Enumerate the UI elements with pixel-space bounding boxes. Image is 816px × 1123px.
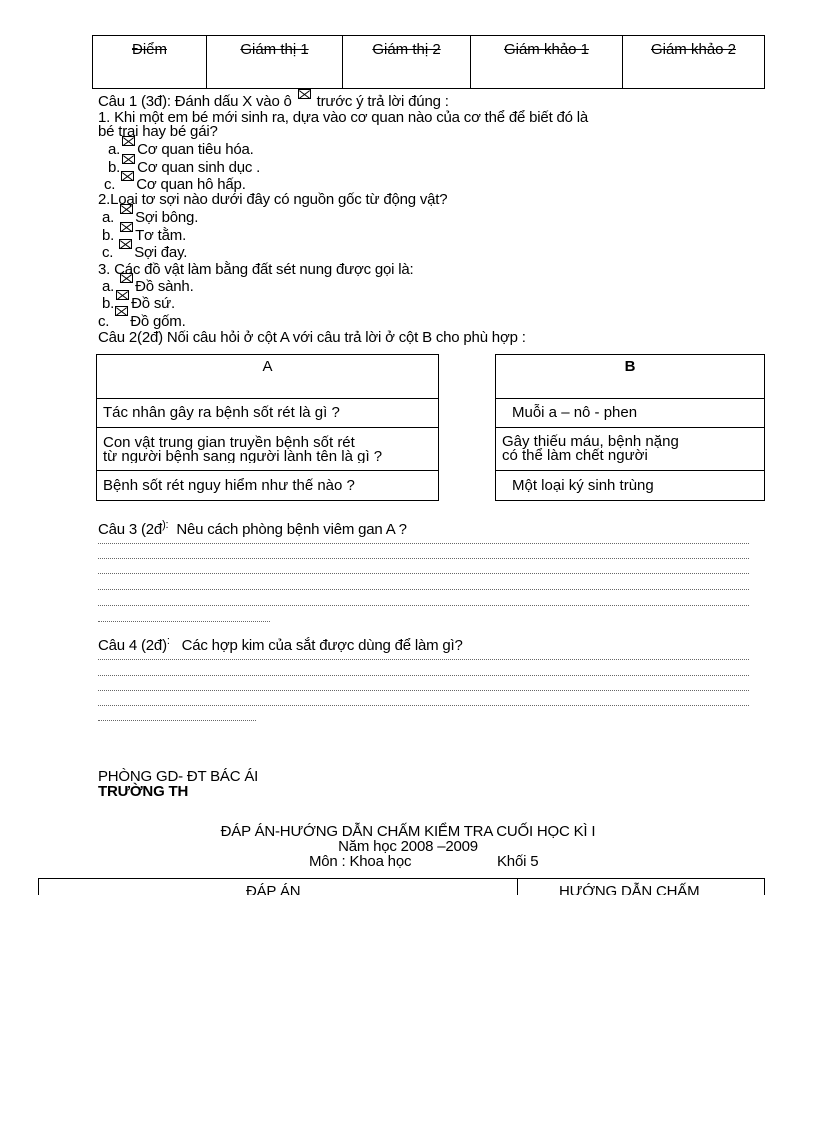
option-letter: a. — [102, 278, 115, 295]
answer-line[interactable] — [98, 589, 749, 590]
answer-line[interactable] — [98, 690, 749, 691]
q1-s2-option-a — [102, 210, 198, 225]
answer-line[interactable] — [98, 621, 270, 622]
column-b-table — [495, 354, 765, 501]
option-text: Tơ tằm. — [135, 227, 187, 244]
checkbox-icon[interactable] — [120, 273, 133, 283]
grade: Khối 5 — [497, 853, 539, 870]
q1-title-text: Câu 1 (3đ): Đánh dấu X vào ô — [98, 93, 292, 110]
option-letter: b. — [108, 159, 121, 176]
option-letter: a. — [108, 141, 121, 158]
q3-label: Câu 3 (2đ — [98, 521, 163, 538]
item-line: Một loại ký sinh trùng — [512, 476, 654, 494]
checkbox-icon[interactable] — [119, 239, 132, 249]
q3-sup: ): — [162, 519, 169, 531]
q1-s1-line1: 1. Khi một em bé mới sinh ra, dựa vào cơ quan nào của cơ thể để biết đó là — [98, 109, 589, 126]
item-line: có thể làm chết người — [502, 447, 648, 464]
guide-column-header: HƯỚNG DẪN CHẤM — [559, 883, 700, 895]
option-letter: c. — [98, 313, 110, 330]
checkbox-icon[interactable] — [122, 154, 135, 164]
checkbox-icon[interactable] — [120, 204, 133, 214]
column-a-item — [97, 471, 439, 501]
q2-title: Câu 2(2đ) Nối câu hỏi ở cột A với câu trả lời ở cột B cho phù hợp : — [98, 329, 526, 346]
q1-title — [98, 94, 449, 109]
option-text: Đồ sứ. — [131, 295, 175, 312]
option-text: Sợi đay. — [134, 244, 188, 261]
checkbox-icon[interactable] — [115, 306, 128, 316]
proctor-1-cell: Giám thị 1 — [207, 36, 343, 89]
option-letter: b. — [102, 295, 115, 312]
column-a-item — [97, 399, 439, 428]
score-table — [92, 35, 765, 89]
answer-key-table — [38, 878, 765, 895]
column-b-header: B — [496, 355, 765, 399]
q4-title — [98, 634, 463, 653]
q3-title — [98, 518, 407, 537]
option-text: Cơ quan hô hấp. — [136, 176, 246, 193]
checkbox-icon[interactable] — [121, 171, 134, 181]
answer-line[interactable] — [98, 659, 749, 660]
checkbox-icon[interactable] — [122, 136, 135, 146]
option-letter: c. — [104, 176, 116, 193]
option-text: Cơ quan sinh dục . — [137, 159, 261, 176]
option-letter: b. — [102, 227, 115, 244]
column-a-table — [96, 354, 439, 501]
answer-line[interactable] — [98, 543, 749, 544]
item-line: Tác nhân gây ra bệnh sốt rét là gì ? — [103, 404, 340, 421]
office-name: PHÒNG GD- ĐT BÁC ÁI — [98, 768, 259, 785]
option-text: Cơ quan tiêu hóa. — [137, 141, 254, 158]
column-a-header: A — [97, 355, 439, 399]
q1-s2-title: 2.Loại tơ sợi nào dưới đây có nguồn gốc từ động vật? — [98, 191, 448, 208]
column-b-item — [496, 399, 765, 428]
q1-s2-option-c — [102, 245, 187, 260]
option-letter: a. — [102, 209, 115, 226]
q4-text: Các hợp kim của sắt được dùng để làm gì? — [181, 637, 463, 654]
subject: Môn : Khoa học — [309, 853, 412, 870]
answer-line[interactable] — [98, 720, 256, 721]
school-year: Năm học 2008 –2009 — [338, 838, 478, 855]
answer-column-header: ĐÁP ÁN — [246, 883, 301, 895]
checkbox-icon[interactable] — [120, 222, 133, 232]
score-cell: Điểm — [93, 36, 207, 89]
item-line: Bệnh sốt rét nguy hiểm như thế nào ? — [103, 476, 355, 494]
column-a-item — [97, 428, 439, 471]
q1-s2-option-b — [102, 228, 186, 243]
item-line: Muỗi a – nô - phen — [512, 404, 638, 421]
answer-key-title: ĐÁP ÁN-HƯỚNG DẪN CHẤM KIỂM TRA CUỐI HỌC KÌ I — [220, 823, 596, 840]
proctor-2-cell: Giám thị 2 — [343, 36, 471, 89]
option-text: Đồ sành. — [135, 278, 194, 295]
answer-line[interactable] — [98, 705, 749, 706]
option-text: Sợi bông. — [135, 209, 199, 226]
school-name: TRƯỜNG TH — [98, 783, 189, 800]
examiner-1-cell: Giám khảo 1 — [471, 36, 623, 89]
q3-text: Nêu cách phòng bệnh viêm gan A ? — [176, 521, 407, 538]
option-text: Đồ gốm. — [130, 313, 186, 330]
answer-line[interactable] — [98, 605, 749, 606]
column-b-item — [496, 471, 765, 501]
q1-s3-option-c — [98, 314, 186, 329]
answer-line[interactable] — [98, 558, 749, 559]
option-letter: c. — [102, 244, 114, 261]
answer-line[interactable] — [98, 675, 749, 676]
q1-s1-line2: bé trai hay bé gái? — [98, 123, 218, 140]
checkbox-icon — [298, 89, 311, 99]
q4-label: Câu 4 (2đ) — [98, 637, 167, 654]
column-b-item — [496, 428, 765, 471]
q1-title-text-2: trước ý trả lời đúng : — [316, 93, 449, 110]
examiner-2-cell: Giám khảo 2 — [623, 36, 765, 89]
item-line: từ người bệnh sang người lành tên là gì ? — [103, 449, 383, 463]
answer-line[interactable] — [98, 573, 749, 574]
q4-sup: : — [166, 635, 170, 647]
q1-s3-title: 3. Các đồ vật làm bằng đất sét nung được gọi là: — [98, 261, 414, 278]
column-divider — [517, 879, 518, 895]
q1-s3-option-b — [102, 296, 175, 311]
item-line: Gây thiếu máu, bệnh nặng — [502, 433, 679, 450]
checkbox-icon[interactable] — [116, 290, 129, 300]
q1-s1-option-c — [104, 177, 246, 192]
item-line: Con vật trung gian truyền bệnh sốt rét — [103, 433, 355, 451]
